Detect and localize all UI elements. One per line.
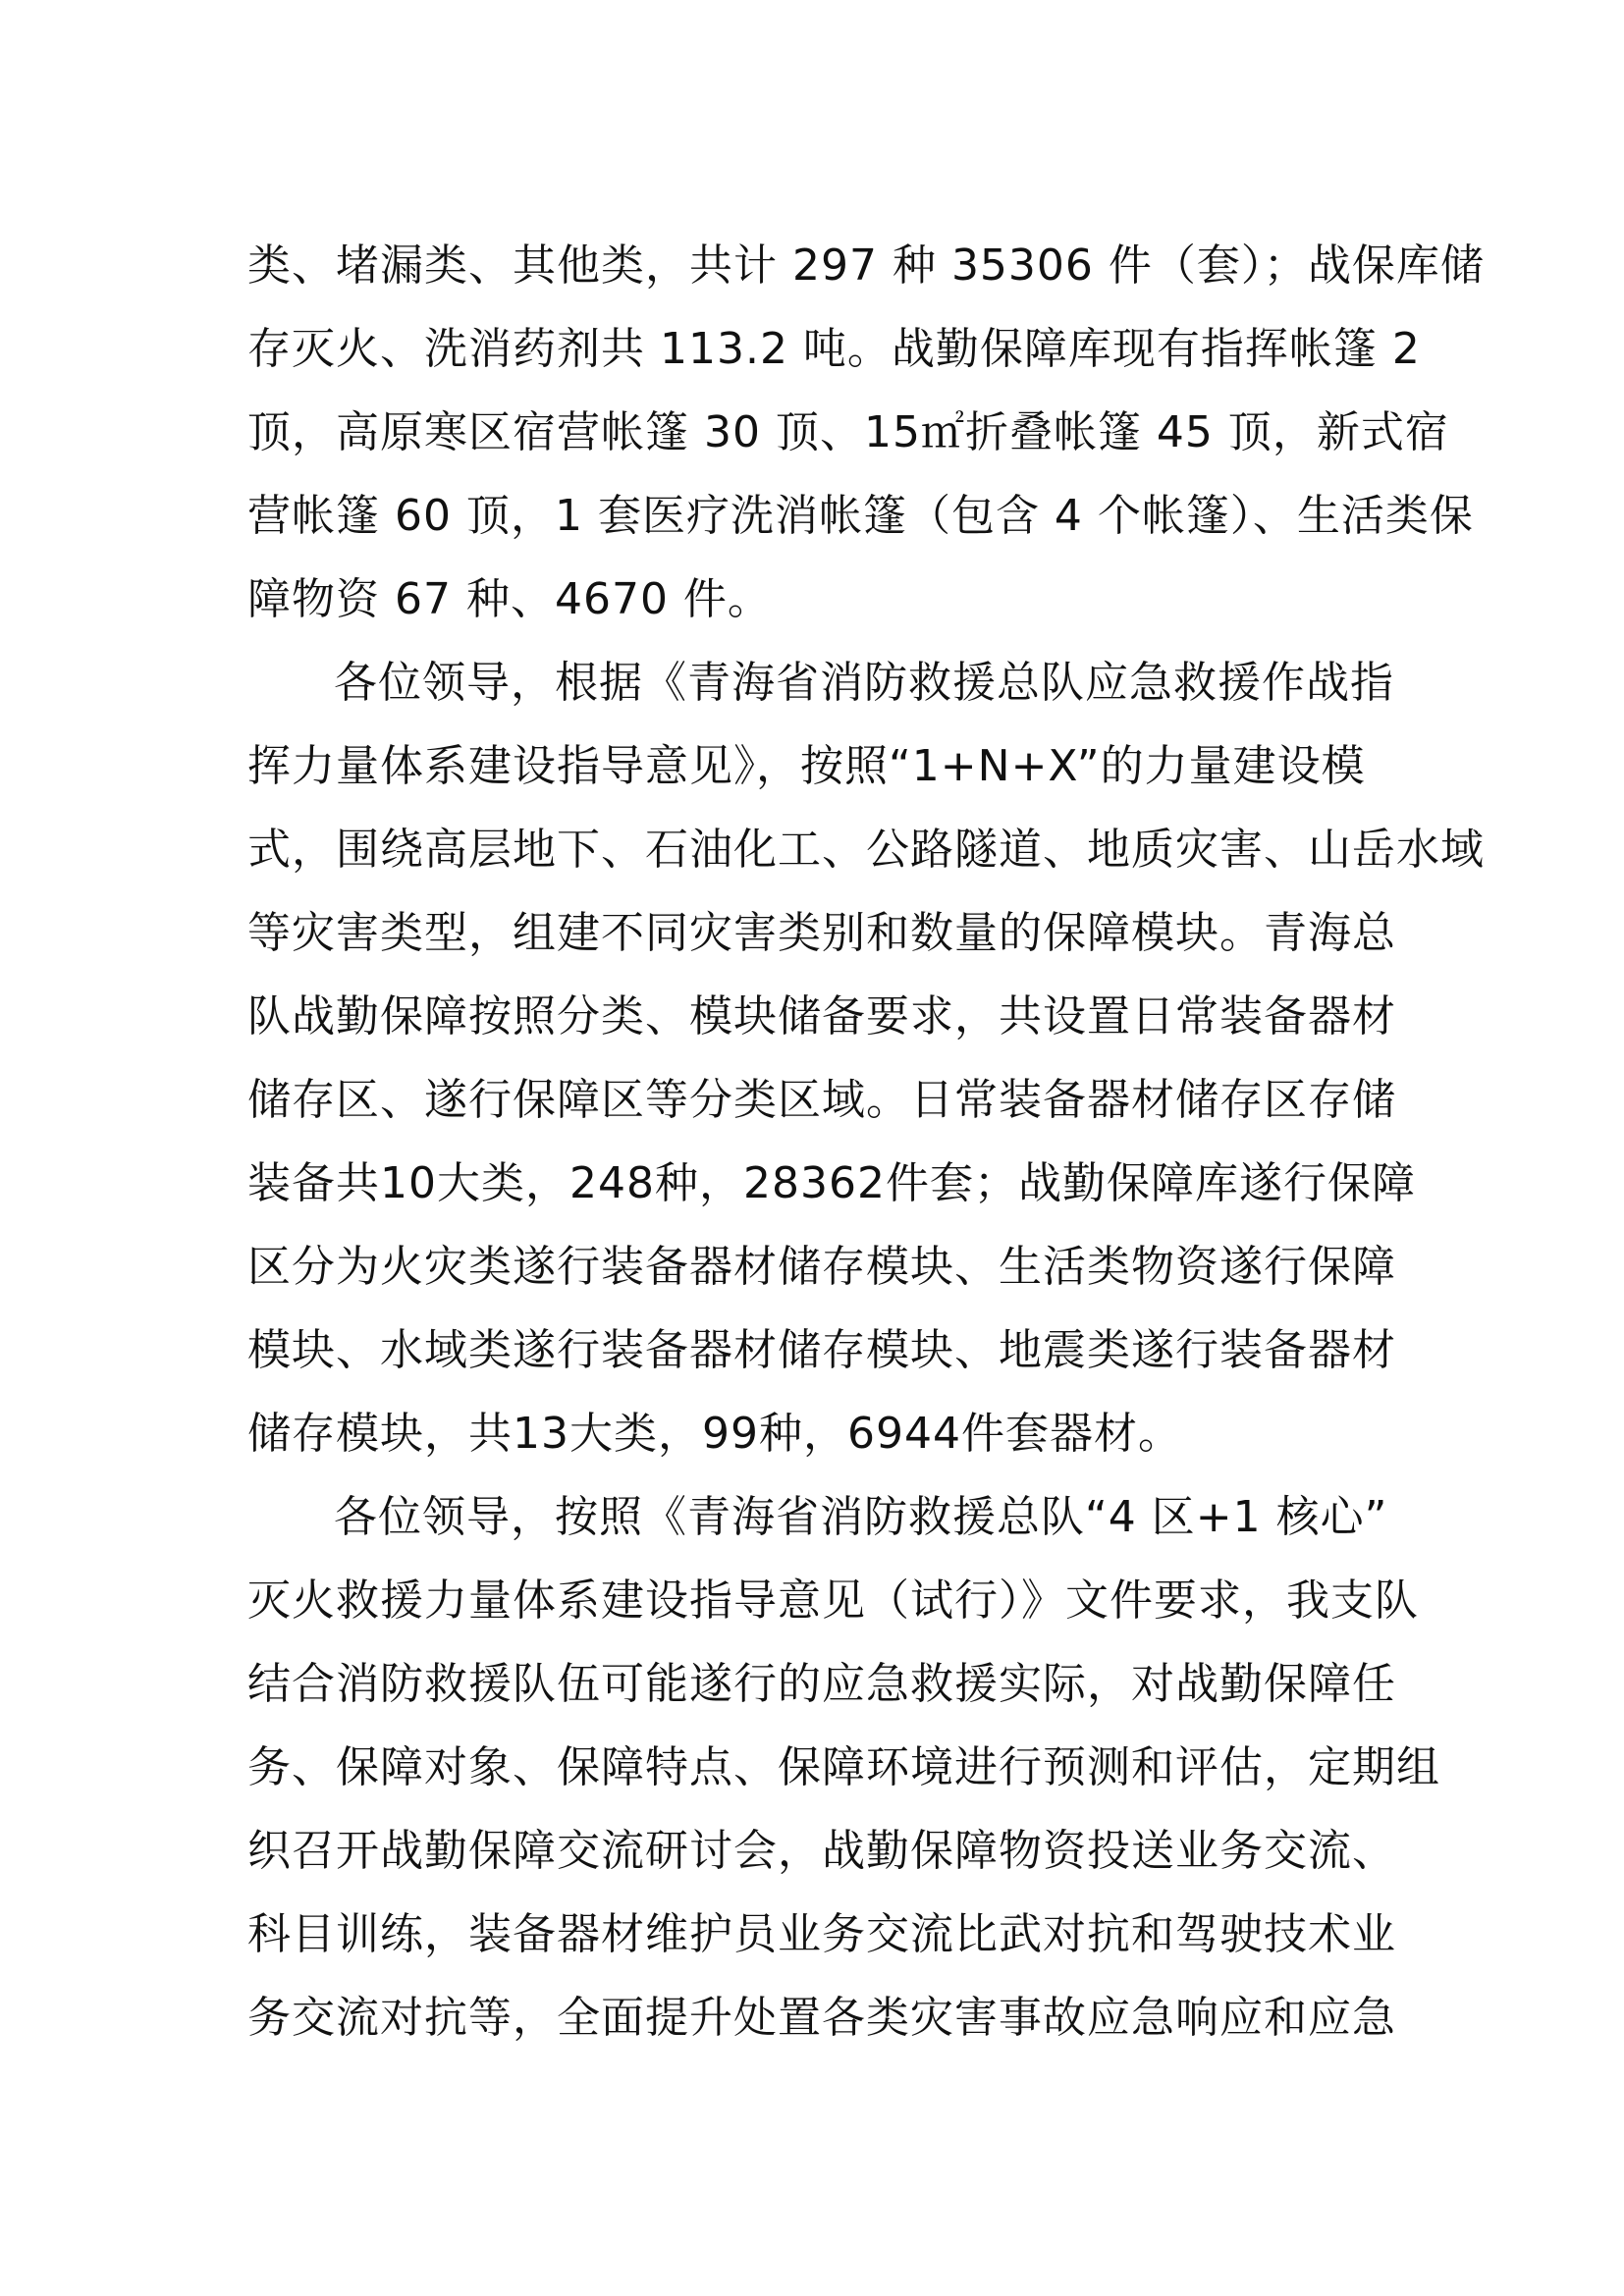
paragraph-2-line-4: 等灾害类型，组建不同灾害类别和数量的保障模块。青海总 [247,908,1396,958]
paragraph-3-line-4: 务、保障对象、保障特点、保障环境进行预测和评估，定期组 [247,1742,1440,1792]
paragraph-2-line-7: 装备共10大类，248种，28362件套；战勤保障库遂行保障 [247,1158,1416,1208]
paragraph-3-line-5: 织召开战勤保障交流研讨会，战勤保障物资投送业务交流、 [247,1826,1396,1876]
paragraph-1-line-2: 存灭火、洗消药剂共 113.2 吨。战勤保障库现有指挥帐篷 2 [247,324,1421,374]
paragraph-3-line-6: 科目训练，装备器材维护员业务交流比武对抗和驾驶技术业 [247,1909,1396,1959]
paragraph-2-line-1: 各位领导，根据《青海省消防救援总队应急救援作战指 [334,658,1394,708]
paragraph-2-line-3: 式，围绕高层地下、石油化工、公路隧道、地质灾害、山岳水域 [247,825,1485,875]
paragraph-1-line-4: 营帐篷 60 顶，1 套医疗洗消帐篷（包含 4 个帐篷）、生活类保 [247,491,1474,541]
paragraph-3-line-7: 务交流对抗等，全面提升处置各类灾害事故应急响应和应急 [247,1993,1396,2043]
paragraph-3-line-3: 结合消防救援队伍可能遂行的应急救援实际，对战勤保障任 [247,1659,1396,1709]
paragraph-3-line-1: 各位领导，按照《青海省消防救援总队“4 区+1 核心” [334,1492,1388,1542]
paragraph-2-line-6: 储存区、遂行保障区等分类区域。日常装备器材储存区存储 [247,1075,1396,1125]
paragraph-2-line-2: 挥力量体系建设指导意见》，按照“1+N+X”的力量建设模 [247,741,1366,791]
paragraph-2-line-10: 储存模块，共13大类，99种，6944件套器材。 [247,1409,1182,1459]
paragraph-1-line-1: 类、堵漏类、其他类，共计 297 种 35306 件（套）；战保库储 [247,240,1485,291]
paragraph-1-line-3: 顶，高原寒区宿营帐篷 30 顶、15㎡折叠帐篷 45 顶，新式宿 [247,407,1449,457]
paragraph-1-line-5: 障物资 67 种、4670 件。 [247,574,772,624]
paragraph-2-line-5: 队战勤保障按照分类、模块储备要求，共设置日常装备器材 [247,991,1396,1041]
paragraph-2-line-9: 模块、水域类遂行装备器材储存模块、地震类遂行装备器材 [247,1325,1396,1375]
paragraph-2-line-8: 区分为火灾类遂行装备器材储存模块、生活类物资遂行保障 [247,1242,1396,1292]
paragraph-3-line-2: 灭火救援力量体系建设指导意见（试行）》文件要求，我支队 [247,1575,1419,1626]
document-body [247,224,1485,2059]
